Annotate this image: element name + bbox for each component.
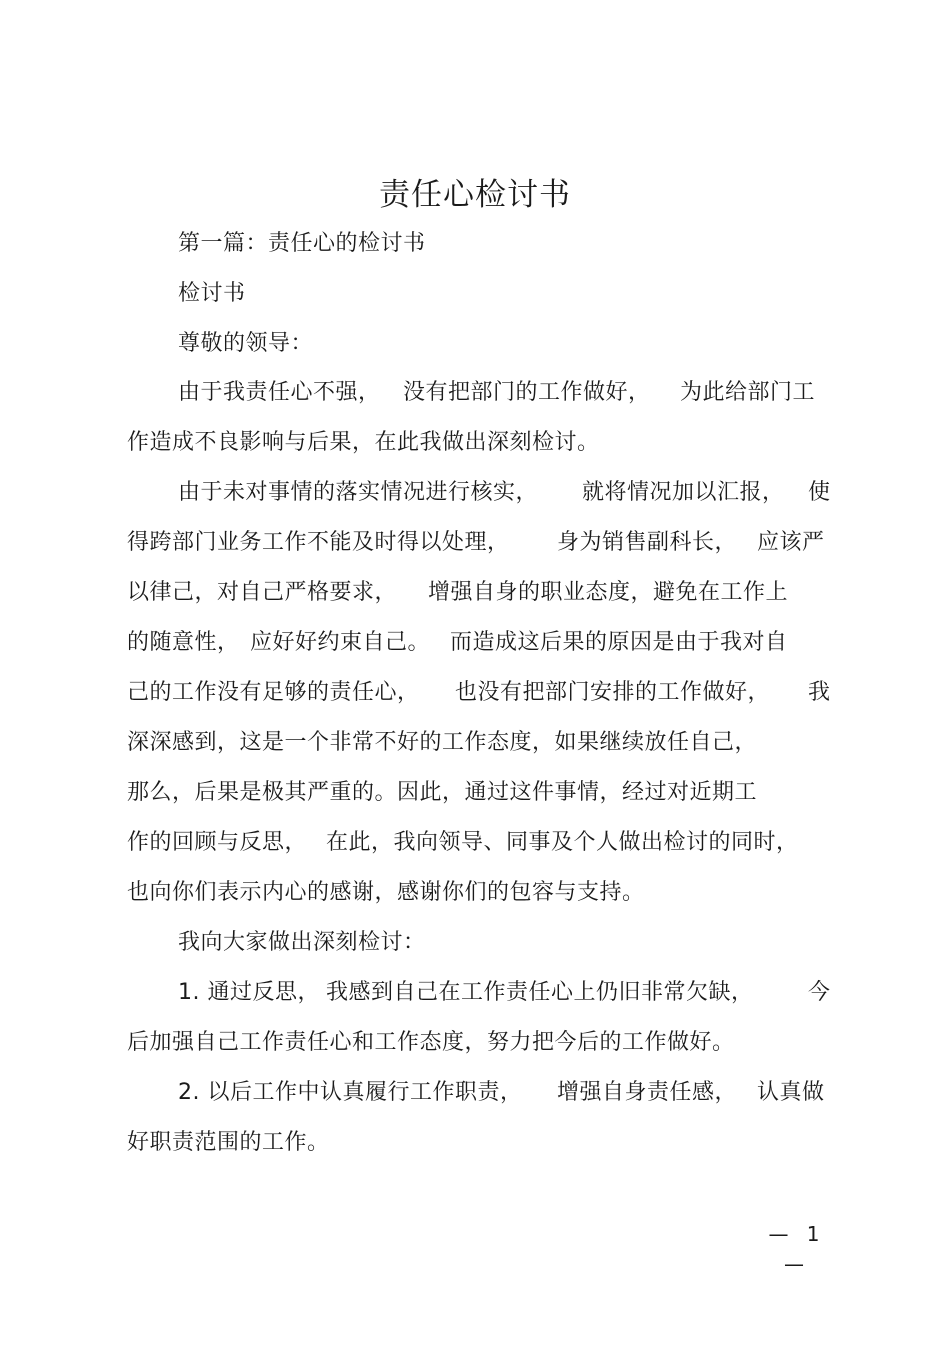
paragraph-1-line-2: 作造成不良影响与后果，在此我做出深刻检讨。 bbox=[127, 430, 600, 455]
heading: 检讨书 bbox=[178, 281, 246, 306]
paragraph-2-line-5 bbox=[0, 678, 950, 708]
paragraph-2-line-4 bbox=[0, 628, 950, 658]
list-item-1-line-1 bbox=[0, 978, 950, 1008]
paragraph-2-line-3 bbox=[0, 578, 950, 608]
text-segment: 今 bbox=[808, 980, 831, 1005]
paragraph-3: 我向大家做出深刻检讨： bbox=[178, 930, 426, 955]
text-segment: 没有把部门的工作做好， bbox=[403, 380, 651, 405]
paragraph-2-line-2 bbox=[0, 528, 950, 558]
paragraph-2-line-1 bbox=[0, 478, 950, 508]
paragraph-2-line-8 bbox=[0, 828, 950, 858]
text-segment: 的随意性， bbox=[127, 630, 240, 655]
text-segment: 由于未对事情的落实情况进行核实， bbox=[178, 480, 539, 505]
text-segment: 1. 通过反思， bbox=[178, 980, 320, 1005]
text-segment: 应好好约束自己。 bbox=[250, 630, 431, 655]
text-segment: 认真做 bbox=[757, 1080, 825, 1105]
text-segment: 增强自身的职业态度，避免在工作上 bbox=[428, 580, 789, 605]
text-segment: 由于我责任心不强， bbox=[178, 380, 381, 405]
list-item-1-line-2: 后加强自己工作责任心和工作态度，努力把今后的工作做好。 bbox=[127, 1030, 735, 1055]
text-segment: 应该严 bbox=[757, 530, 825, 555]
subtitle: 第一篇：责任心的检讨书 bbox=[178, 231, 426, 256]
text-segment: 在此，我向领导、同事及个人做出检讨的同时， bbox=[326, 830, 799, 855]
page-number: — 1 — bbox=[768, 1222, 826, 1276]
text-segment: 为此给部门工 bbox=[680, 380, 816, 405]
text-segment: 使 bbox=[808, 480, 831, 505]
text-segment: 我感到自己在工作责任心上仍旧非常欠缺， bbox=[326, 980, 754, 1005]
paragraph-2-line-6: 深深感到，这是一个非常不好的工作态度，如果继续放任自己， bbox=[127, 730, 758, 755]
list-item-2-line-2: 好职责范围的工作。 bbox=[127, 1130, 330, 1155]
salutation: 尊敬的领导： bbox=[178, 331, 314, 356]
text-segment: 而造成这后果的原因是由于我对自 bbox=[450, 630, 788, 655]
text-segment: 增强自身责任感， bbox=[557, 1080, 738, 1105]
paragraph-2-line-9: 也向你们表示内心的感谢，感谢你们的包容与支持。 bbox=[127, 880, 645, 905]
text-segment: 也没有把部门安排的工作做好， bbox=[455, 680, 771, 705]
text-segment: 2. 以后工作中认真履行工作职责， bbox=[178, 1080, 523, 1105]
list-item-2-line-1 bbox=[0, 1078, 950, 1108]
paragraph-2-line-7: 那么，后果是极其严重的。因此，通过这件事情，经过对近期工 bbox=[127, 780, 758, 805]
paragraph-1-line-1 bbox=[0, 378, 950, 408]
text-segment: 得跨部门业务工作不能及时得以处理， bbox=[127, 530, 510, 555]
text-segment: 我 bbox=[808, 680, 831, 705]
text-segment: 己的工作没有足够的责任心， bbox=[127, 680, 420, 705]
text-segment: 作的回顾与反思， bbox=[127, 830, 308, 855]
text-segment: 就将情况加以汇报， bbox=[582, 480, 785, 505]
document-title: 责任心检讨书 bbox=[379, 177, 571, 213]
text-segment: 以律己，对自己严格要求， bbox=[127, 580, 398, 605]
text-segment: 身为销售副科长， bbox=[557, 530, 738, 555]
